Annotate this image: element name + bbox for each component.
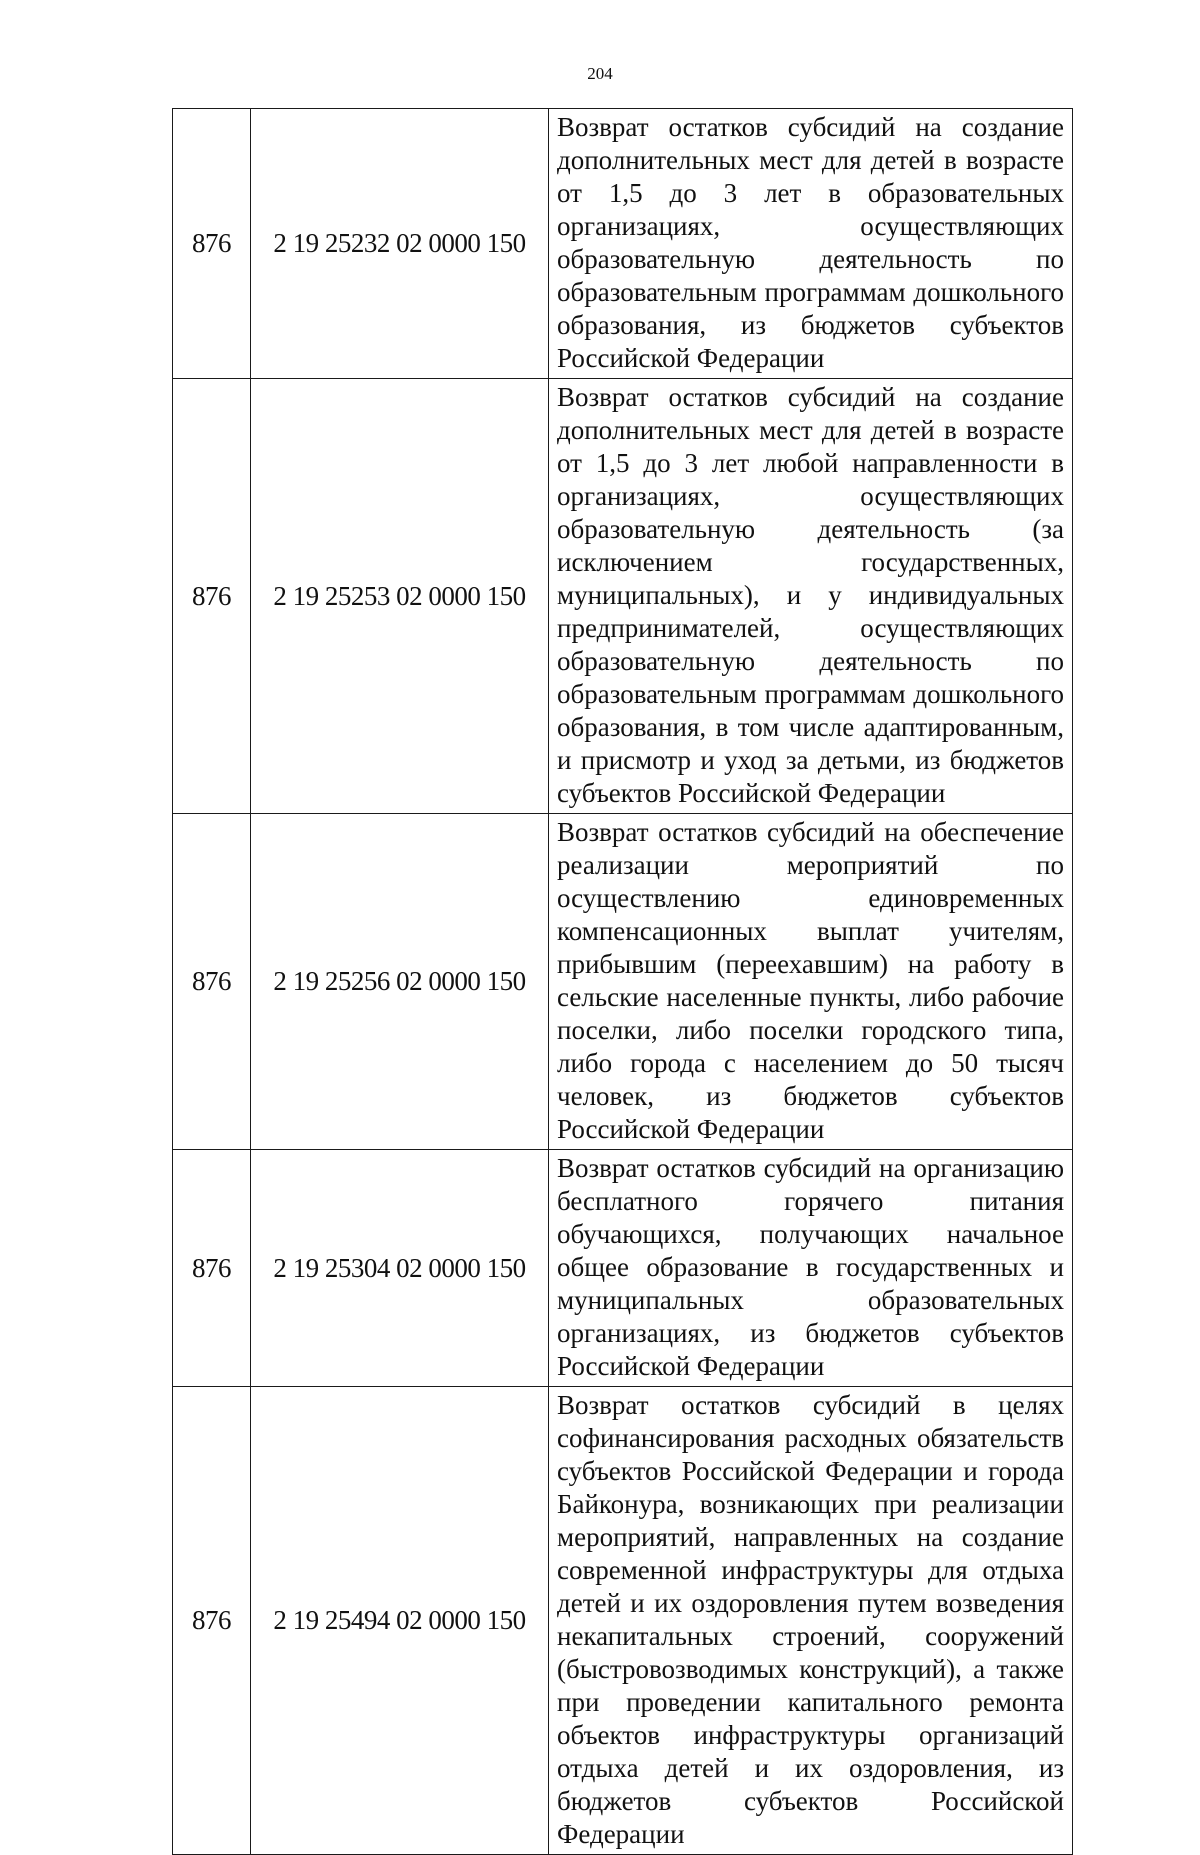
admin-code-cell: 876 xyxy=(173,379,251,814)
description-cell: Возврат остатков субсидий на организацию бесплатного горячего питания обучающихся, получающих начальное общее образование в государственных и муниципальных образовательных организациях, из бюджетов субъектов Российской Федерации xyxy=(549,1150,1073,1387)
description-cell: Возврат остатков субсидий на создание дополнительных мест для детей в возрасте от 1,5 до 3 лет в образовательных организациях, осуществляющих образовательную деятельность по образовательным программам дошкольного образования, из бюджетов субъектов Российской Федерации xyxy=(549,109,1073,379)
table-row xyxy=(173,814,1073,1150)
admin-code-cell: 876 xyxy=(173,814,251,1150)
table-row xyxy=(173,1387,1073,1855)
budget-code-cell: 2 19 25304 02 0000 150 xyxy=(251,1150,549,1387)
budget-code-cell: 2 19 25253 02 0000 150 xyxy=(251,379,549,814)
admin-code-cell: 876 xyxy=(173,1387,251,1855)
admin-code-cell: 876 xyxy=(173,1150,251,1387)
budget-code-cell: 2 19 25256 02 0000 150 xyxy=(251,814,549,1150)
budget-code-cell: 2 19 25232 02 0000 150 xyxy=(251,109,549,379)
budget-codes-table xyxy=(172,108,1073,1855)
description-cell: Возврат остатков субсидий в целях софинансирования расходных обязательств субъектов Российской Федерации и города Байконура, возникающих при реализации мероприятий, направленных на создание современной инфраструктуры для отдыха детей и их оздоровления путем возведения некапитальных строений, сооружений (быстровозводимых конструкций), а также при проведении капитального ремонта объектов инфраструктуры организаций отдыха детей и их оздоровления, из бюджетов субъектов Российской Федерации xyxy=(549,1387,1073,1855)
admin-code-cell: 876 xyxy=(173,109,251,379)
table-row xyxy=(173,1150,1073,1387)
description-cell: Возврат остатков субсидий на создание дополнительных мест для детей в возрасте от 1,5 до 3 лет любой направленности в организациях, осуществляющих образовательную деятельность (за исключением государственных, муниципальных), и у индивидуальных предпринимателей, осуществляющих образовательную деятельность по образовательным программам дошкольного образования, в том числе адаптированным, и присмотр и уход за детьми, из бюджетов субъектов Российской Федерации xyxy=(549,379,1073,814)
description-cell: Возврат остатков субсидий на обеспечение реализации мероприятий по осуществлению единовременных компенсационных выплат учителям, прибывшим (переехавшим) на работу в сельские населенные пункты, либо рабочие поселки, либо поселки городского типа, либо города с населением до 50 тысяч человек, из бюджетов субъектов Российской Федерации xyxy=(549,814,1073,1150)
budget-code-cell: 2 19 25494 02 0000 150 xyxy=(251,1387,549,1855)
table-row xyxy=(173,109,1073,379)
table-row xyxy=(173,379,1073,814)
page-number: 204 xyxy=(587,64,613,83)
